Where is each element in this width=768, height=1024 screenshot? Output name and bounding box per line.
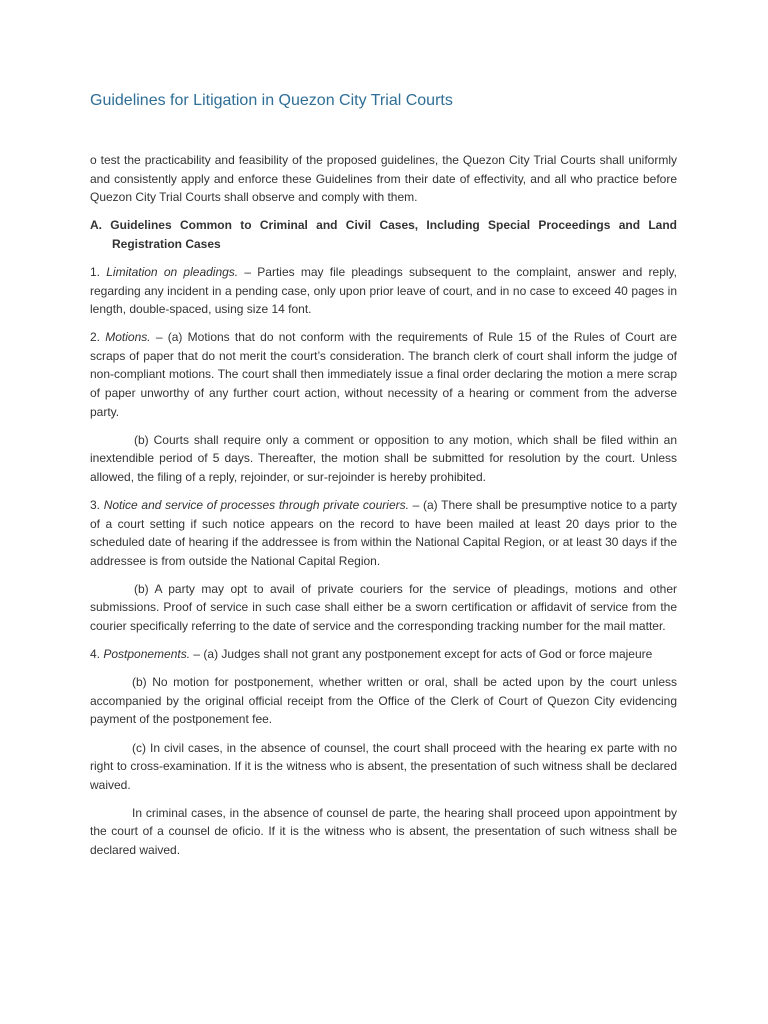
- item-1-title: Limitation on pleadings.: [106, 264, 239, 279]
- item-4-criminal-paragraph: In criminal cases, in the absence of counsel de parte, the hearing shall proceed upon appointment by the court of a counsel de oficio. If it is the witness who is absent, the presentation of such witness shall be declared waived.: [90, 805, 677, 857]
- item-4-paragraph: [90, 645, 677, 664]
- item-2-number: 2.: [90, 330, 106, 345]
- item-3-paragraph: [90, 496, 677, 570]
- item-1-number: 1.: [90, 264, 107, 279]
- item-3-text: – (a) There shall be presumptive notice to a party of a court setting if such notice appears on the record to have been mailed at least 20 days prior to the scheduled date of hearing if the addressee is from within the National Capital Region, or at least 30 days if the addressee is from outside the National Capital Region.: [90, 498, 678, 568]
- item-3-number: 3.: [90, 498, 104, 512]
- intro-paragraph: o test the practicability and feasibility of the proposed guidelines, the Quezon City Trial Courts shall uniformly and consistently apply and enforce these Guidelines from their date of effectivity, and all who practice before Quezon City Trial Courts shall observe and comply with them.: [90, 153, 677, 205]
- item-2-paragraph: [90, 328, 677, 421]
- item-3-title: Notice and service of processes through private couriers.: [103, 498, 409, 512]
- item-4-number: 4.: [90, 647, 104, 662]
- item-4-title: Postponements.: [103, 647, 191, 662]
- section-a-heading: A. Guidelines Common to Criminal and Civil Cases, Including Special Proceedings and Land Registration Cases: [90, 218, 677, 251]
- item-2b-paragraph: (b) Courts shall require only a comment or opposition to any motion, which shall be filed within an inextendible period of 5 days. Thereafter, the motion shall be submitted for resolution by the court. Unless allowed, the filing of a reply, rejoinder, or sur-rejoinder is hereby prohibited.: [90, 432, 677, 484]
- item-4-text: – (a) Judges shall not grant any postponement except for acts of God or force majeure: [190, 647, 653, 662]
- document-title: Guidelines for Litigation in Quezon City Trial Courts: [90, 92, 453, 109]
- item-1-text: – Parties may file pleadings subsequent to the complaint, answer and reply, regarding any incident in a pending case, only upon prior leave of court, and in no case to exceed 40 pages in length, double-spaced, using size 14 font.: [90, 264, 677, 317]
- item-1-paragraph: [90, 263, 677, 319]
- document-body: [90, 151, 677, 869]
- item-4c-paragraph: (c) In civil cases, in the absence of counsel, the court shall proceed with the hearing ex parte with no right to cross-examination. If it is the witness who is absent, the presentation of such witness shall be declared waived.: [90, 740, 677, 792]
- item-4b-paragraph: (b) No motion for postponement, whether written or oral, shall be acted upon by the court unless accompanied by the original official receipt from the Office of the Clerk of Court of Quezon City evidencing payment of the postponement fee.: [90, 675, 677, 727]
- item-2-title: Motions.: [105, 330, 151, 345]
- item-3b-paragraph: (b) A party may opt to avail of private couriers for the service of pleadings, motions and other submissions. Proof of service in such case shall either be a sworn certification or affidavit of service from the courier specifically referring to the date of service and the corresponding tracking number for the mail matter.: [90, 581, 677, 634]
- item-2-text: – (a) Motions that do not conform with the requirements of Rule 15 of the Rules of Court are scraps of paper that do not merit the court’s consideration. The branch clerk of court shall inform the judge of non-compliant motions. The court shall then immediately issue a final order declaring the motion a mere scrap of paper unworthy of any further court action, without necessity of a hearing or comment from the adverse party.: [90, 330, 678, 419]
